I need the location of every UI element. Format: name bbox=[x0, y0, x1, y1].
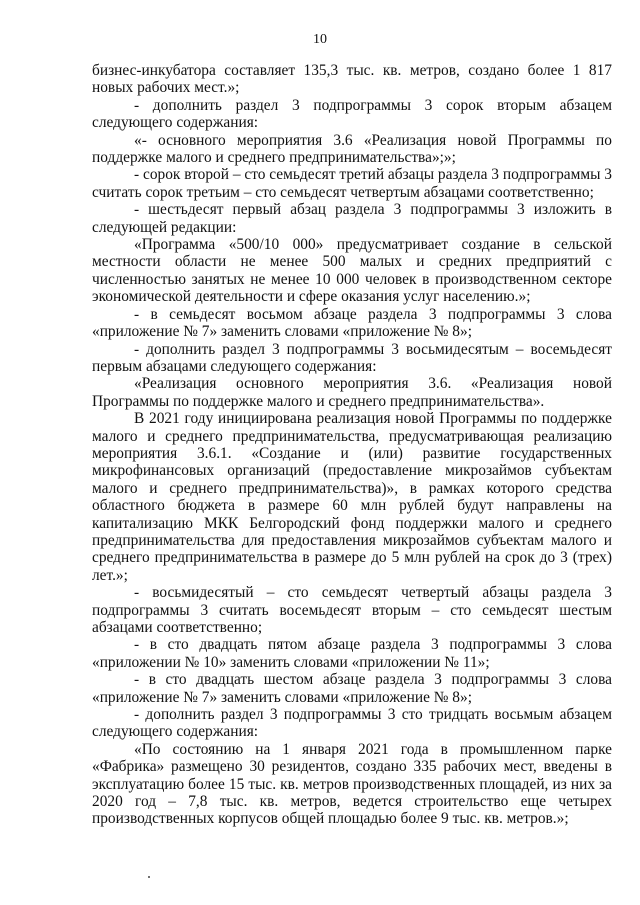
paragraph: бизнес-инкубатора составляет 135,3 тыс. кв. метров, создано более 1 817 новых рабочих мест.»; bbox=[92, 62, 612, 97]
paragraph: - дополнить раздел 3 подпрограммы 3 сорок вторым абзацем следующего содержания: bbox=[92, 96, 612, 132]
paragraph: - сорок второй – сто семьдесят третий абзацы раздела 3 подпрограммы 3 считать сорок третьим – сто семьдесят четвертым абзацами соответственно; bbox=[92, 166, 612, 201]
paragraph: - шестьдесят первый абзац раздела 3 подпрограммы 3 изложить в следующей редакции: bbox=[92, 201, 612, 236]
paragraph: - восьмидесятый – сто семьдесят четвертый абзацы раздела 3 подпрограммы 3 считать восемьдесят вторым – сто семьдесят шестым абзацами соответственно; bbox=[92, 584, 612, 636]
paragraph: «Программа «500/10 000» предусматривает создание в сельской местности области не менее 500 малых и средних предприятий с численностью занятых не менее 10 000 человек в производственном секторе экономической деятельности и сфере оказания услуг населению.»; bbox=[92, 236, 612, 306]
paragraph: «Реализация основного мероприятия 3.6. «Реализация новой Программы по поддержке малого и среднего предпринимательства». bbox=[92, 375, 612, 410]
paragraph: «По состоянию на 1 января 2021 года в промышленном парке «Фабрика» размещено 30 резидентов, создано 335 рабочих мест, введены в эксплуатацию более 15 тыс. кв. метров производственных площадей, из них за 2020 год – 7,8 тыс. кв. метров, ведется строительство еще четырех производственных корпусов общей площадью более 9 тыс. кв. метров.»; bbox=[92, 740, 612, 828]
paragraph: - дополнить раздел 3 подпрограммы 3 восьмидесятым – восемьдесят первым абзацами следующего содержания: bbox=[92, 340, 612, 375]
scan-speck bbox=[148, 876, 150, 878]
paragraph: «- основного мероприятия 3.6 «Реализация новой Программы по поддержке малого и среднего предпринимательства»;»; bbox=[92, 131, 612, 167]
paragraph: - в семьдесят восьмом абзаце раздела 3 подпрограммы 3 слова «приложение № 7» заменить словами «приложение № 8»; bbox=[92, 305, 612, 341]
page-number: 10 bbox=[313, 32, 327, 47]
paragraph: - в сто двадцать пятом абзаце раздела 3 подпрограммы 3 слова «приложении № 10» заменить словами «приложении № 11»; bbox=[92, 636, 612, 671]
paragraph: - дополнить раздел 3 подпрограммы 3 сто тридцать восьмым абзацем следующего содержания: bbox=[92, 706, 612, 741]
document-body bbox=[92, 62, 612, 828]
paragraph: - в сто двадцать шестом абзаце раздела 3 подпрограммы 3 слова «приложение № 7» заменить словами «приложение № 8»; bbox=[92, 671, 612, 706]
paragraph: В 2021 году инициирована реализация новой Программы по поддержке малого и среднего предпринимательства, предусматривающая реализацию мероприятия 3.6.1. «Создание и (или) развитие государственных микрофинансовых организаций (предоставление микрозаймов субъектам малого и среднего предпринимательства)», в рамках которого средства областного бюджета в размере 60 млн рублей будут направлены на капитализацию МКК Белгородский фонд поддержки малого и среднего предпринимательства для предоставления микрозаймов субъектам малого и среднего предпринимательства в размере до 5 млн рублей на срок до 3 (трех) лет.»; bbox=[92, 410, 612, 584]
